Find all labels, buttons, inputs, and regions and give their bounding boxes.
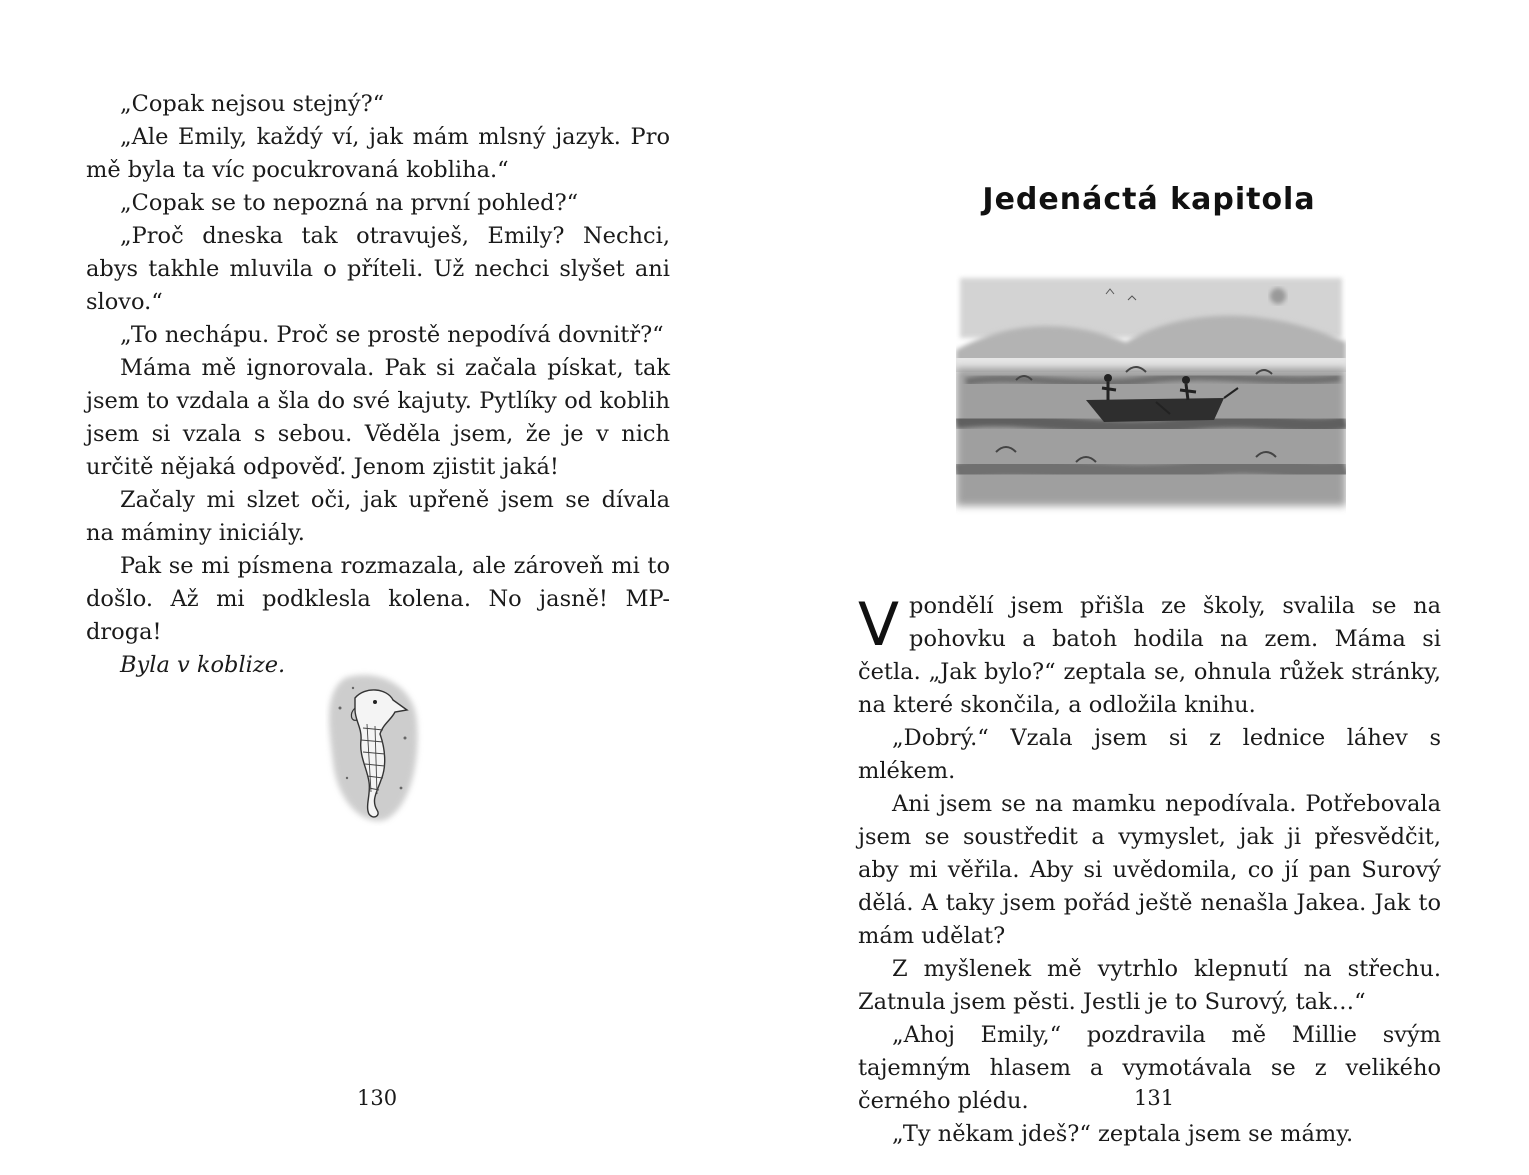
paragraph: Ani jsem se na mamku nepodívala. Potřebovala jsem se soustředit a vymyslet, jak ji přesvědčit, aby mi věřila. Aby si uvědomila, co jí pan Surový dělá. A taky jsem pořád ještě nenašla Jakea. Jak to mám udělat? <box>858 791 1441 949</box>
paragraph-italic: Byla v koblize. <box>120 652 286 678</box>
right-page-text <box>858 590 1441 1151</box>
paragraph: „To nechápu. Proč se prostě nepodívá dovnitř?“ <box>120 322 664 348</box>
seahorse-icon <box>325 668 425 826</box>
paragraph: Z myšlenek mě vytrhlo klepnutí na střechu. Zatnula jsem pěsti. Jestli je to Surový, tak…“ <box>858 956 1441 1015</box>
chapter-title: Jedenáctá kapitola <box>982 182 1316 217</box>
paragraph: „Ty někam jdeš?“ zeptala jsem se mámy. <box>892 1121 1354 1147</box>
paragraph: „Proč dneska tak otravuješ, Emily? Nechci, abys takhle mluvila o příteli. Už nechci slyšet ani slovo.“ <box>86 223 670 315</box>
right-page <box>764 0 1529 1175</box>
page-number: 131 <box>1134 1086 1175 1110</box>
boat-on-sea-icon <box>956 272 1346 517</box>
page-number: 130 <box>357 1086 398 1110</box>
paragraph: Pak se mi písmena rozmazala, ale zároveň mi to došlo. Až mi podklesla kolena. No jasně! MP-droga! <box>86 553 670 645</box>
paragraph: Máma mě ignorovala. Pak si začala pískat, tak jsem to vzdala a šla do své kajuty. Pytlíky od koblih jsem si vzala s sebou. Věděla jsem, že je v nich určitě nějaká odpověď. Jenom zjistit jaká! <box>86 355 670 480</box>
paragraph: „Ale Emily, každý ví, jak mám mlsný jazyk. Pro mě byla ta víc pocukrovaná kobliha.“ <box>86 124 670 183</box>
paragraph: „Copak nejsou stejný?“ <box>120 91 385 117</box>
paragraph: „Copak se to nepozná na první pohled?“ <box>120 190 579 216</box>
paragraph: „Dobrý.“ Vzala jsem si z lednice láhev s mlékem. <box>858 725 1441 784</box>
opening-paragraph <box>858 590 1441 722</box>
paragraph: Začaly mi slzet oči, jak upřeně jsem se dívala na máminy iniciály. <box>86 487 670 546</box>
drop-cap: V <box>858 590 900 660</box>
paragraph: „Ahoj Emily,“ pozdravila mě Millie svým tajemným hlasem a vymotávala se z velikého černého plédu. <box>858 1022 1441 1114</box>
left-page <box>0 0 764 1175</box>
opening-paragraph-text: pondělí jsem přišla ze školy, svalila se na pohovku a batoh hodila na zem. Máma si četla. „Jak bylo?“ zeptala se, ohnula růžek stránky, na které skončila, a odložila knihu. <box>858 593 1441 718</box>
left-page-text <box>86 88 670 682</box>
